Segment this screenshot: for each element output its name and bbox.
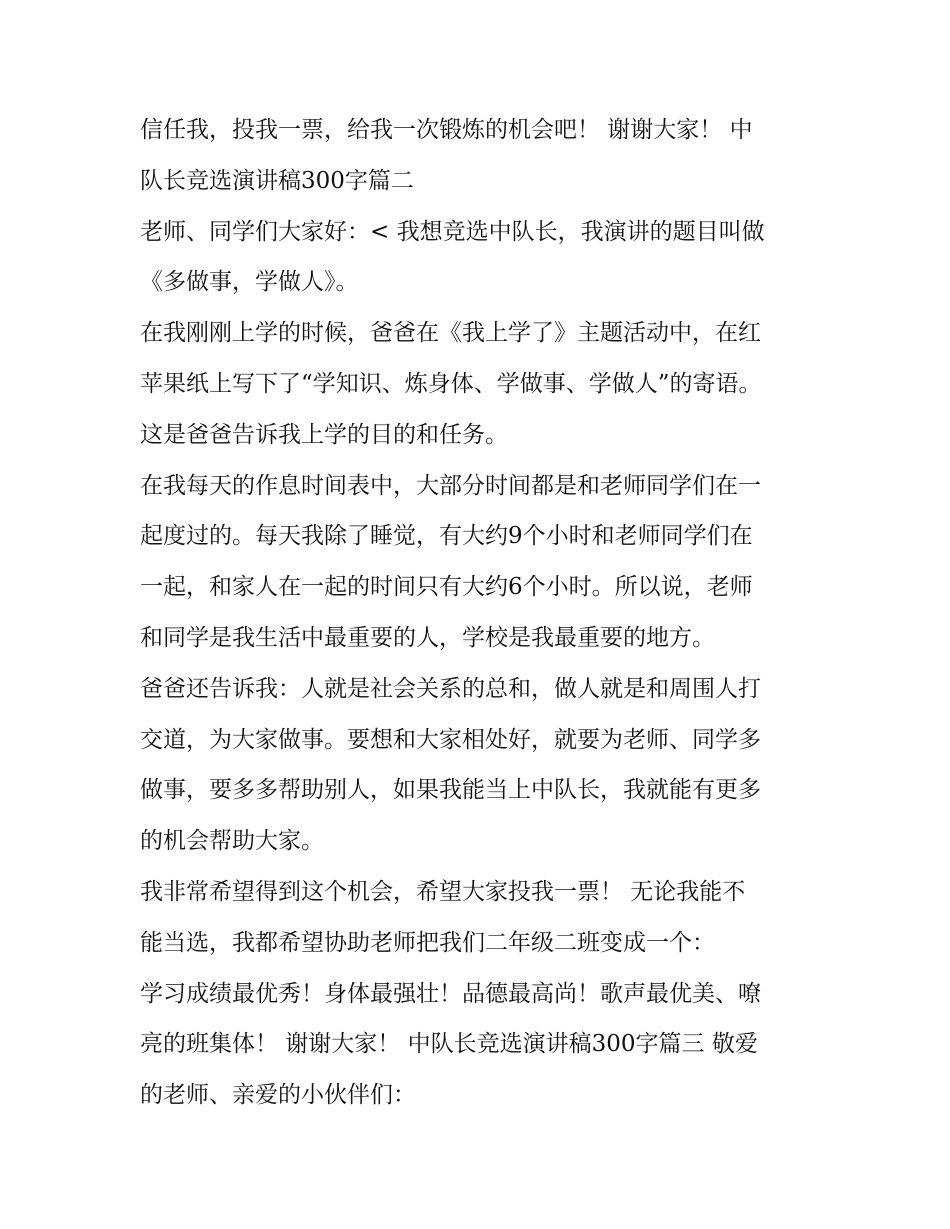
text-line: 起度过的。每天我除了睡觉，有大约9个小时和老师同学们在 [140, 523, 753, 550]
text-line: 学习成绩最优秀！身体最强壮！品德最高尚！歌声最优美、嘹 [140, 980, 761, 1007]
text-line: 亮的班集体！ 谢谢大家！ 中队长竞选演讲稿300字篇三 敬爱 [140, 1031, 758, 1058]
text-line: 的机会帮助大家。 [140, 828, 324, 855]
text-line: 这是爸爸告诉我上学的目的和任务。 [140, 421, 508, 448]
text-line: 队长竞选演讲稿300字篇二 [140, 167, 414, 194]
text-line: 的老师、亲爱的小伙伴们： [140, 1082, 416, 1109]
text-line: 在我刚刚上学的时候，爸爸在《我上学了》主题活动中，在红 [140, 320, 761, 347]
text-line: 和同学是我生活中最重要的人，学校是我最重要的地方。 [140, 624, 715, 651]
text-line: 苹果纸上写下了“学知识、炼身体、学做事、学做人”的寄语。 [140, 370, 762, 397]
text-line: 一起，和家人在一起的时间只有大约6个小时。所以说，老师 [140, 574, 753, 601]
text-line: 《多做事，学做人》。 [140, 269, 359, 296]
text-line: 信任我，投我一票，给我一次锻炼的机会吧！ 谢谢大家！ 中 [140, 117, 753, 143]
text-line: 能当选，我都希望协助老师把我们二年级二班变成一个： [140, 929, 715, 956]
text-line: 做事，要多多帮助别人，如果我能当上中队长，我就能有更多 [140, 777, 761, 804]
text-line: 爸爸还告诉我：人就是社会关系的总和，做人就是和周围人打 [140, 675, 761, 702]
text-line: 老师、同学们大家好：< 我想竞选中队长，我演讲的题目叫做 [140, 218, 765, 245]
text-line: 在我每天的作息时间表中，大部分时间都是和老师同学们在一 [140, 472, 761, 499]
text-line: 我非常希望得到这个机会，希望大家投我一票！ 无论我能不 [140, 878, 746, 905]
text-line: 交道，为大家做事。要想和大家相处好，就要为老师、同学多 [140, 726, 761, 753]
document-body [140, 105, 830, 1121]
